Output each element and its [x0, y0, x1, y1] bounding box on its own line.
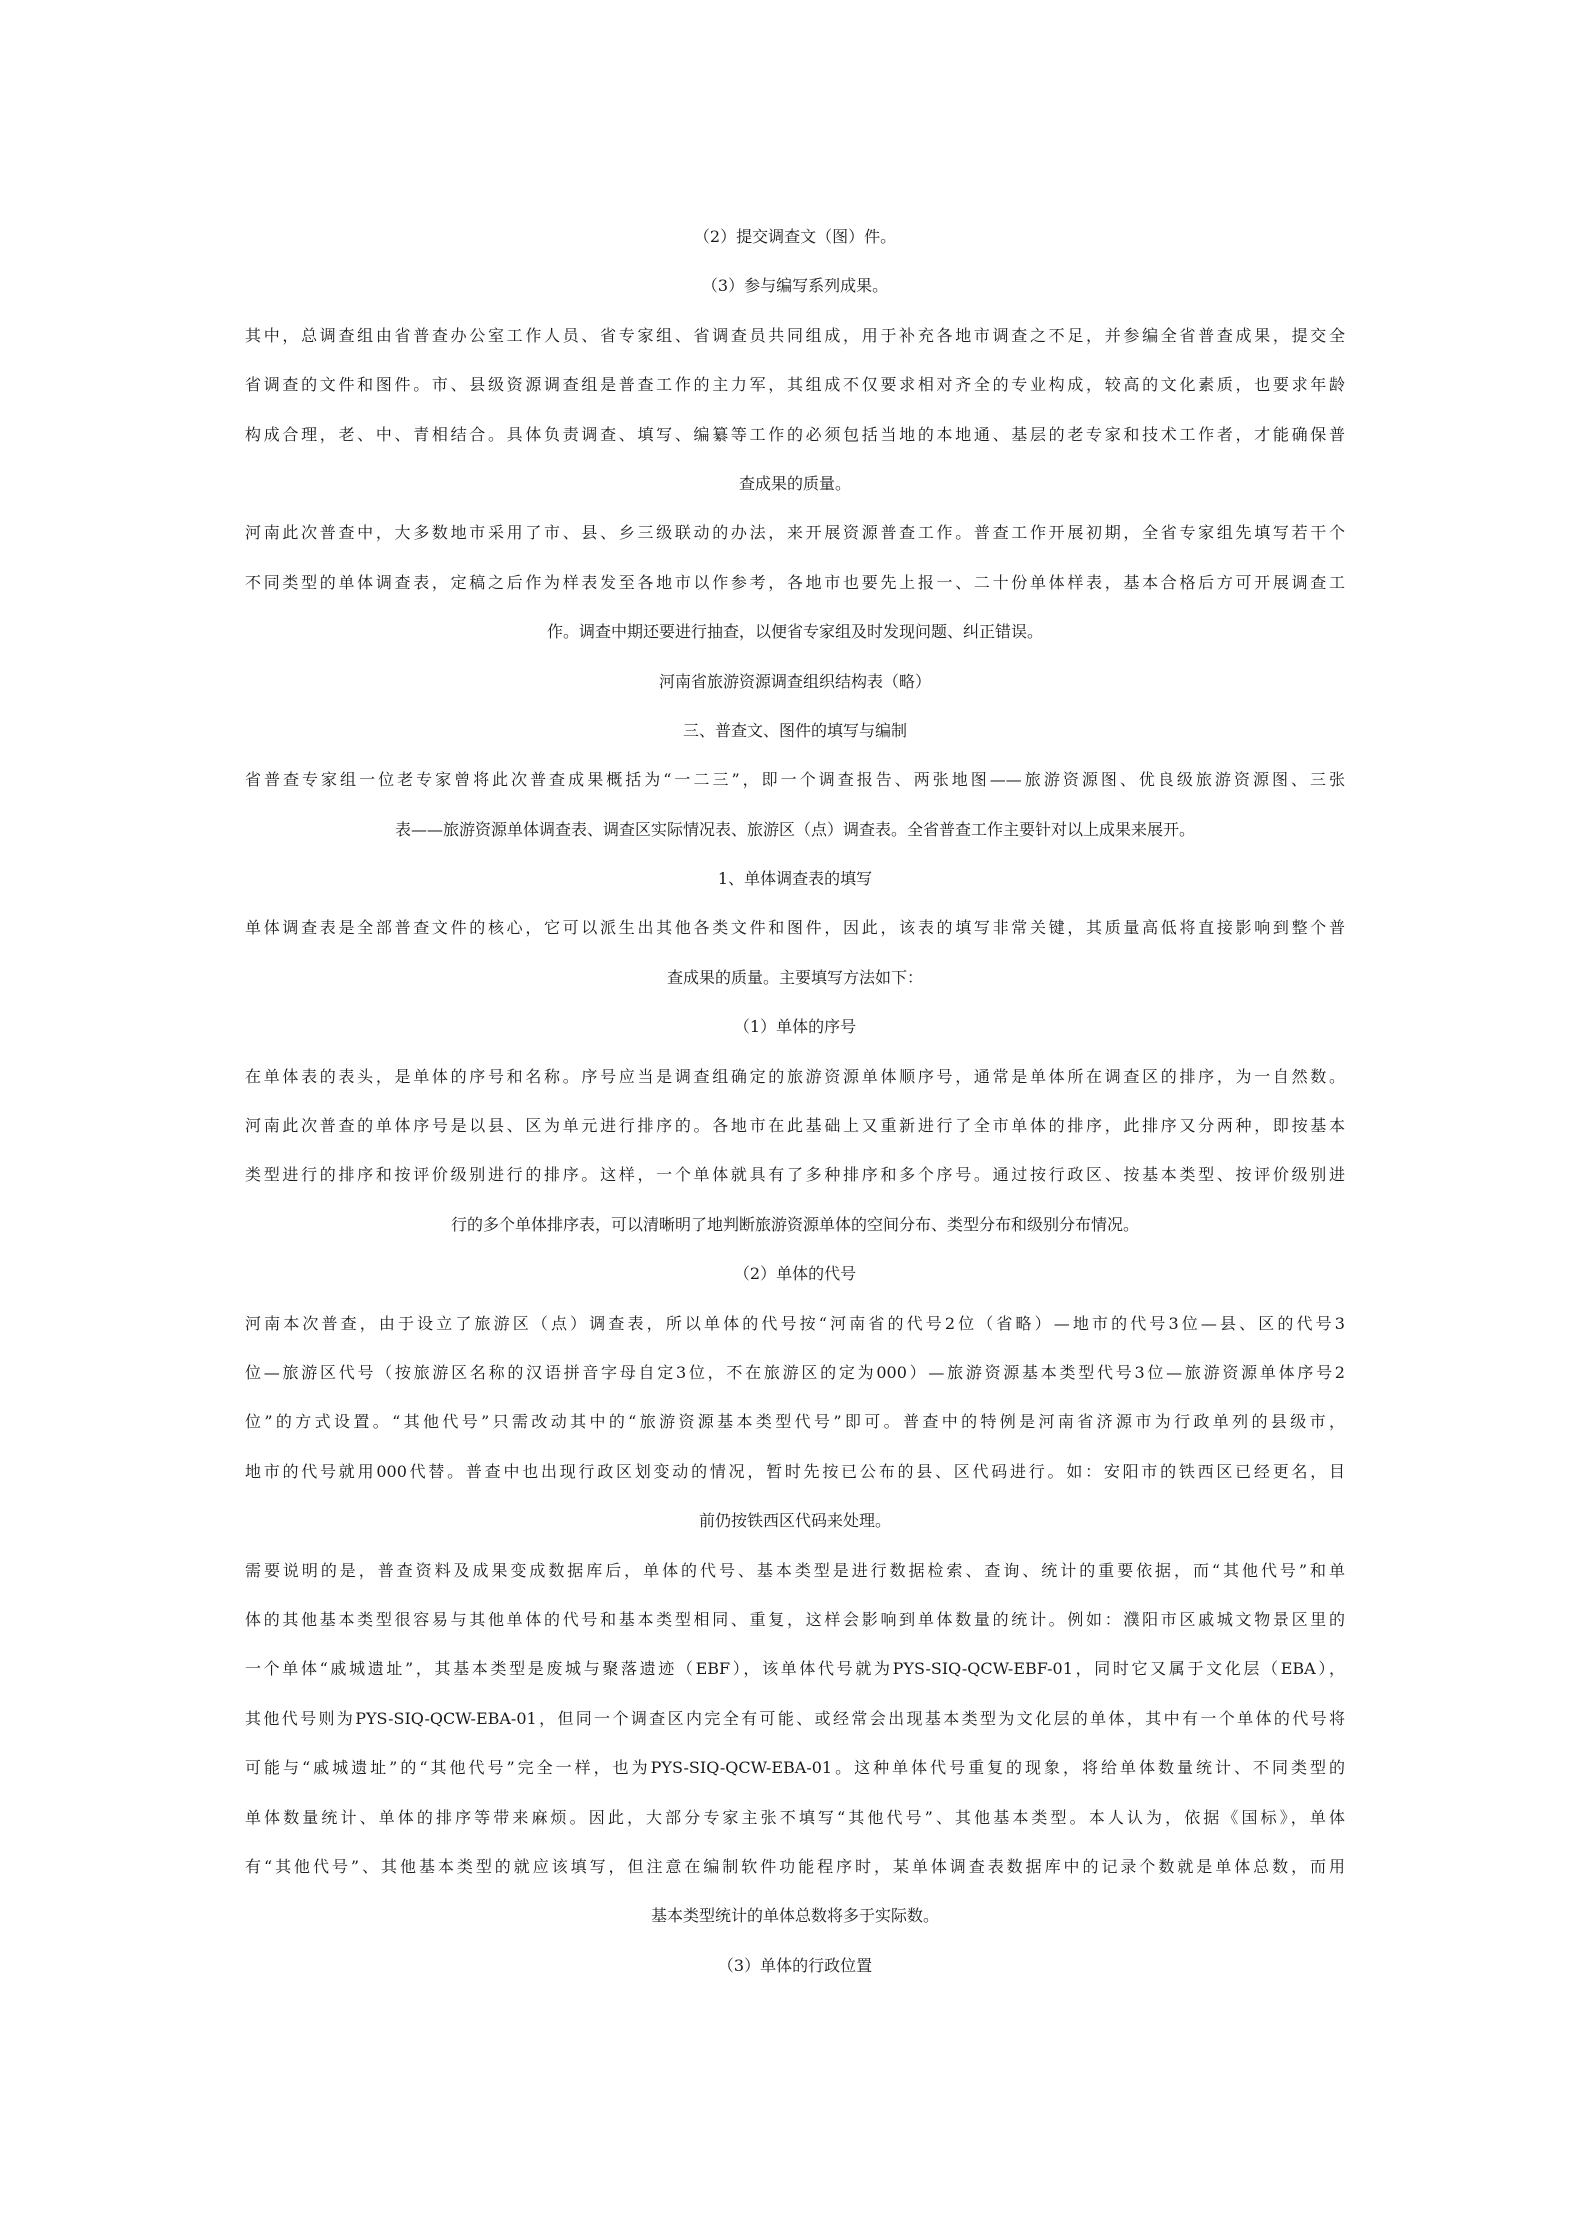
paragraph-text-line: 地市的代号就用000代替。普查中也出现行政区划变动的情况，暂时先按已公布的县、区代码进行。如：安阳市的铁西区已经更名，目 — [245, 1461, 1345, 1481]
paragraph-text-line: 有“其他代号”、其他基本类型的就应该填写，但注意在编制软件功能程序时，某单体调查表数据库中的记录个数就是单体总数，而用 — [245, 1856, 1345, 1876]
paragraph-text-line: 需要说明的是，普查资料及成果变成数据库后，单体的代号、基本类型是进行数据检索、查询、统计的重要依据，而“其他代号”和单 — [245, 1560, 1345, 1580]
centered-text-line: 行的多个单体排序表，可以清晰明了地判断旅游资源单体的空间分布、类型分布和级别分布情况。 — [450, 1214, 1139, 1234]
centered-text-line: 基本类型统计的单体总数将多于实际数。 — [650, 1906, 939, 1926]
paragraph-text-line: 省普查专家组一位老专家曾将此次普查成果概括为“一二三”，即一个调查报告、两张地图——旅游资源图、优良级旅游资源图、三张 — [245, 770, 1345, 790]
paragraph-text-line: 河南此次普查的单体序号是以县、区为单元进行排序的。各地市在此基础上又重新进行了全市单体的排序，此排序又分两种，即按基本 — [245, 1116, 1345, 1136]
centered-text-line: （3）单体的行政位置 — [717, 1955, 873, 1975]
paragraph-text-line: 河南此次普查中，大多数地市采用了市、县、乡三级联动的办法，来开展资源普查工作。普查工作开展初期，全省专家组先填写若干个 — [245, 523, 1345, 543]
centered-text-line: （3）参与编写系列成果。 — [701, 276, 889, 296]
centered-text-line: 前仍按铁西区代码来处理。 — [698, 1511, 891, 1531]
paragraph-text-line: 可能与“戚城遗址”的“其他代号”完全一样，也为PYS-SIQ-QCW-EBA-01。这种单体代号重复的现象，将给单体数量统计、不同类型的 — [245, 1758, 1345, 1778]
centered-text-line: 作。调查中期还要进行抽查，以便省专家组及时发现问题、纠正错误。 — [546, 622, 1043, 642]
paragraph-text-line: 其他代号则为PYS-SIQ-QCW-EBA-01，但同一个调查区内完全有可能、或经常会出现基本类型为文化层的单体，其中有一个单体的代号将 — [245, 1708, 1345, 1728]
paragraph-text-line: 单体调查表是全部普查文件的核心，它可以派生出其他各类文件和图件，因此，该表的填写非常关键，其质量高低将直接影响到整个普 — [245, 918, 1345, 938]
document-body — [245, 212, 1345, 1990]
centered-text-line: 河南省旅游资源调查组织结构表（略） — [658, 671, 931, 691]
centered-text-line: 表——旅游资源单体调查表、调查区实际情况表、旅游区（点）调查表。全省普查工作主要针对以上成果来展开。 — [394, 819, 1195, 839]
paragraph-text-line: 位—旅游区代号（按旅游区名称的汉语拼音字母自定3位，不在旅游区的定为000）—旅游资源基本类型代号3位—旅游资源单体序号2 — [245, 1362, 1345, 1382]
paragraph-text-line: 在单体表的表头，是单体的序号和名称。序号应当是调查组确定的旅游资源单体顺序号，通常是单体所在调查区的排序，为一自然数。 — [245, 1066, 1345, 1086]
paragraph-text-line: 构成合理，老、中、青相结合。具体负责调查、填写、编纂等工作的必须包括当地的本地通、基层的老专家和技术工作者，才能确保普 — [245, 424, 1345, 444]
paragraph-text-line: 类型进行的排序和按评价级别进行的排序。这样，一个单体就具有了多种排序和多个序号。通过按行政区、按基本类型、按评价级别进 — [245, 1165, 1345, 1185]
paragraph-text-line: 其中，总调查组由省普查办公室工作人员、省专家组、省调查员共同组成，用于补充各地市调查之不足，并参编全省普查成果，提交全 — [245, 325, 1345, 345]
paragraph-text-line: 位”的方式设置。“其他代号”只需改动其中的“旅游资源基本类型代号”即可。普查中的特例是河南省济源市为行政单列的县级市， — [245, 1412, 1345, 1432]
paragraph-text-line: 体的其他基本类型很容易与其他单体的代号和基本类型相同、重复，这样会影响到单体数量的统计。例如：濮阳市区戚城文物景区里的 — [245, 1609, 1345, 1629]
centered-text-line: 查成果的质量。 — [738, 473, 851, 493]
centered-text-line: （2）单体的代号 — [733, 1264, 857, 1284]
paragraph-text-line: 不同类型的单体调查表，定稿之后作为样表发至各地市以作参考，各地市也要先上报一、二十份单体样表，基本合格后方可开展调查工 — [245, 572, 1345, 592]
centered-text-line: 查成果的质量。主要填写方法如下： — [666, 967, 923, 987]
centered-text-line: （1）单体的序号 — [733, 1017, 857, 1037]
paragraph-text-line: 省调查的文件和图件。市、县级资源调查组是普查工作的主力军，其组成不仅要求相对齐全的专业构成，较高的文化素质，也要求年龄 — [245, 375, 1345, 395]
centered-text-line: 三、普查文、图件的填写与编制 — [682, 720, 907, 740]
paragraph-text-line: 河南本次普查，由于设立了旅游区（点）调查表，所以单体的代号按“河南省的代号2位（省略）—地市的代号3位—县、区的代号3 — [245, 1313, 1345, 1333]
centered-text-line: （2）提交调查文（图）件。 — [693, 227, 897, 246]
paragraph-text-line: 单体数量统计、单体的排序等带来麻烦。因此，大部分专家主张不填写“其他代号”、其他基本类型。本人认为，依据《国标》，单体 — [245, 1807, 1345, 1827]
centered-text-line: 1、单体调查表的填写 — [717, 869, 873, 889]
paragraph-text-line: 一个单体“戚城遗址”，其基本类型是废城与聚落遗迹（EBF），该单体代号就为PYS-SIQ-QCW-EBF-01，同时它又属于文化层（EBA）， — [245, 1659, 1345, 1679]
